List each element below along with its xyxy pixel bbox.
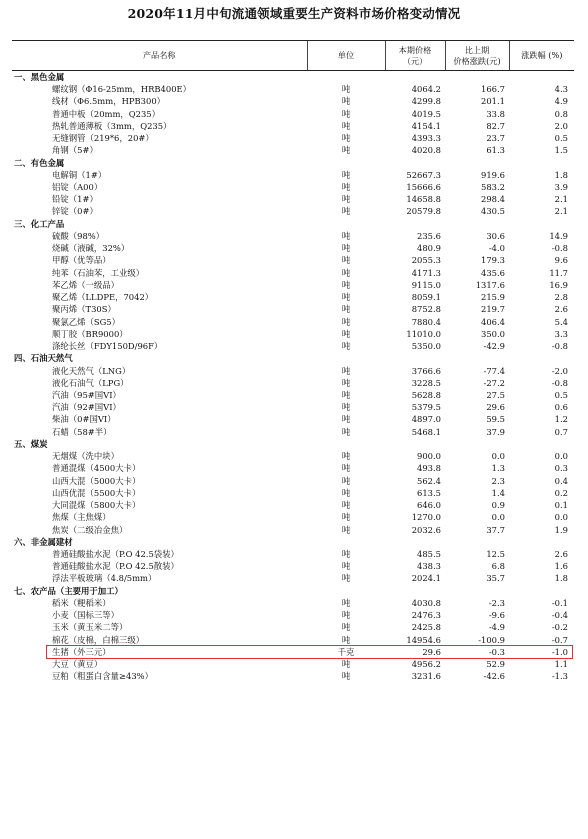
product-name: 浮法平板玻璃（4.8/5mm） xyxy=(52,573,157,584)
product-name: 液化天然气（LNG） xyxy=(52,365,131,376)
category-row xyxy=(12,71,574,84)
pct-cell: 2.6 xyxy=(554,549,568,560)
table-row xyxy=(12,181,574,193)
table-body xyxy=(12,71,574,683)
change-cell: 215.9 xyxy=(481,292,505,303)
product-name: 汽油（92#国VI） xyxy=(52,402,121,413)
change-cell: -9.6 xyxy=(488,610,505,621)
table-row xyxy=(12,340,574,352)
pct-cell: 4.9 xyxy=(554,96,568,107)
header-change xyxy=(445,41,509,71)
product-name: 石蜡（58#半） xyxy=(52,426,112,437)
pct-cell: 2.8 xyxy=(554,292,568,303)
category-row xyxy=(12,156,574,168)
pct-cell: -1.3 xyxy=(551,671,568,682)
category-row xyxy=(12,438,574,450)
pct-cell: 16.9 xyxy=(549,279,568,290)
product-name: 线材（Φ6.5mm，HPB300） xyxy=(52,96,166,107)
product-name: 焦煤（主焦煤） xyxy=(52,512,111,523)
product-name: 普通硅酸盐水泥（P.O 42.5散装） xyxy=(52,561,179,572)
product-name: 普通中板（20mm，Q235） xyxy=(52,108,161,119)
unit-cell: 吨 xyxy=(341,120,351,131)
price-cell: 2055.3 xyxy=(411,255,441,266)
change-cell: 919.6 xyxy=(481,169,505,180)
product-name: 无烟煤（洗中块） xyxy=(52,451,119,462)
change-cell: 37.9 xyxy=(486,426,505,437)
table-row xyxy=(12,548,574,560)
unit-cell: 吨 xyxy=(341,365,351,376)
category-label: 一、黑色金属 xyxy=(14,72,65,82)
pct-cell: 0.7 xyxy=(554,426,568,437)
page-title: 2020年11月中旬流通领域重要生产资料市场价格变动情况 xyxy=(127,6,461,21)
change-cell: 0.9 xyxy=(491,500,505,511)
change-cell: 298.4 xyxy=(481,194,505,205)
product-name: 铅锭（1#） xyxy=(52,194,98,205)
change-cell: 82.7 xyxy=(486,120,505,131)
table-row xyxy=(12,609,574,621)
table-row xyxy=(12,193,574,205)
pct-cell: 1.2 xyxy=(554,414,568,425)
table-row xyxy=(12,413,574,425)
product-name: 烧碱（液碱，32%） xyxy=(52,243,130,254)
change-cell: 435.6 xyxy=(481,267,505,278)
change-cell: 23.7 xyxy=(486,133,505,144)
pct-cell: -1.0 xyxy=(551,646,568,657)
pct-cell: -0.2 xyxy=(551,622,568,633)
price-cell: 4019.5 xyxy=(411,108,441,119)
product-name: 豆粕（粗蛋白含量≥43%） xyxy=(52,671,154,682)
pct-cell: 11.7 xyxy=(549,267,568,278)
category-row xyxy=(12,218,574,230)
product-name: 棉花（皮棉，白棉三级） xyxy=(52,634,145,645)
table-row xyxy=(12,291,574,303)
header-change-line2: 价格涨跌(元) xyxy=(453,55,501,66)
pct-cell: 1.6 xyxy=(554,561,568,572)
table-row xyxy=(12,169,574,181)
product-name: 生猪（外三元） xyxy=(52,646,111,657)
pct-cell: -2.0 xyxy=(551,365,568,376)
unit-cell: 吨 xyxy=(341,279,351,290)
unit-cell: 吨 xyxy=(341,389,351,400)
product-name: 锌锭（0#） xyxy=(52,206,98,217)
unit-cell: 吨 xyxy=(341,597,351,608)
change-cell: -77.4 xyxy=(483,365,505,376)
price-cell: 2024.1 xyxy=(411,573,441,584)
pct-cell: 0.3 xyxy=(554,463,568,474)
product-name: 电解铜（1#） xyxy=(52,169,107,180)
unit-cell: 吨 xyxy=(341,108,351,119)
unit-cell: 吨 xyxy=(341,634,351,645)
unit-cell: 吨 xyxy=(341,659,351,670)
product-name: 甲醇（优等品） xyxy=(52,255,111,266)
table-row xyxy=(12,205,574,217)
change-cell: 35.7 xyxy=(486,573,505,584)
table-row xyxy=(12,560,574,572)
table-row xyxy=(12,144,574,156)
unit-cell: 吨 xyxy=(341,230,351,241)
price-cell: 3231.6 xyxy=(411,671,441,682)
change-cell: -42.6 xyxy=(483,671,505,682)
product-name: 液化石油气（LPG） xyxy=(52,377,129,388)
change-cell: 1.3 xyxy=(491,463,505,474)
change-cell: -100.9 xyxy=(478,634,505,645)
pct-cell: 0.0 xyxy=(554,451,568,462)
change-cell: 30.6 xyxy=(486,230,505,241)
table-row xyxy=(12,462,574,474)
price-cell: 5628.8 xyxy=(411,389,441,400)
change-cell: 29.6 xyxy=(486,402,505,413)
price-cell: 5468.1 xyxy=(411,426,441,437)
price-cell: 14658.8 xyxy=(406,194,441,205)
change-cell: 6.8 xyxy=(491,561,505,572)
product-name: 无缝钢管（219*6，20#） xyxy=(52,133,154,144)
pct-cell: 0.8 xyxy=(554,108,568,119)
change-cell: 1.4 xyxy=(491,487,505,498)
product-name: 汽油（95#国VI） xyxy=(52,389,121,400)
pct-cell: -0.4 xyxy=(551,610,568,621)
table-row xyxy=(12,499,574,511)
pct-cell: 0.5 xyxy=(554,389,568,400)
price-cell: 2032.6 xyxy=(411,524,441,535)
table-row xyxy=(12,658,574,670)
unit-cell: 吨 xyxy=(341,292,351,303)
price-cell: 7880.4 xyxy=(411,316,441,327)
unit-cell: 吨 xyxy=(341,671,351,682)
pct-cell: 2.0 xyxy=(554,120,568,131)
product-name: 聚乙烯（LLDPE，7042） xyxy=(52,292,154,303)
table-row xyxy=(12,377,574,389)
pct-cell: 9.6 xyxy=(554,255,568,266)
unit-cell: 吨 xyxy=(341,573,351,584)
unit-cell: 吨 xyxy=(341,255,351,266)
table-row xyxy=(12,523,574,535)
product-name: 大同混煤（5800大卡） xyxy=(52,500,141,511)
price-cell: 15666.6 xyxy=(406,181,441,192)
price-cell: 480.9 xyxy=(417,243,441,254)
table-row xyxy=(12,95,574,107)
product-name: 普通硅酸盐水泥（P.O 42.5袋装） xyxy=(52,549,179,560)
price-cell: 4956.2 xyxy=(411,659,441,670)
change-cell: 0.0 xyxy=(491,512,505,523)
pct-cell: 2.1 xyxy=(554,206,568,217)
price-cell: 4393.3 xyxy=(411,133,441,144)
change-cell: -0.3 xyxy=(488,646,505,657)
pct-cell: -0.1 xyxy=(551,597,568,608)
price-cell: 8752.8 xyxy=(411,304,441,315)
header-price xyxy=(385,41,445,71)
change-cell: 33.8 xyxy=(486,108,505,119)
pct-cell: -0.8 xyxy=(551,377,568,388)
product-name: 大豆（黄豆） xyxy=(52,659,103,670)
price-table xyxy=(12,40,574,682)
table-row xyxy=(12,315,574,327)
table-row xyxy=(12,242,574,254)
price-cell: 4897.0 xyxy=(411,414,441,425)
change-cell: -27.2 xyxy=(483,377,505,388)
change-cell: 1317.6 xyxy=(475,279,505,290)
change-cell: 219.7 xyxy=(481,304,505,315)
pct-cell: 1.1 xyxy=(554,659,568,670)
category-label: 六、非金属建材 xyxy=(14,536,73,547)
price-cell: 485.5 xyxy=(417,549,441,560)
price-cell: 3766.6 xyxy=(411,365,441,376)
product-name: 柴油（0#国VI） xyxy=(52,414,116,425)
table-row xyxy=(12,475,574,487)
price-cell: 235.6 xyxy=(417,230,441,241)
table-row xyxy=(12,401,574,413)
unit-cell: 吨 xyxy=(341,145,351,156)
category-label: 二、有色金属 xyxy=(14,157,65,168)
unit-cell: 吨 xyxy=(341,181,351,192)
product-name: 螺纹钢（Φ16-25mm，HRB400E） xyxy=(52,84,192,95)
unit-cell: 千克 xyxy=(337,646,355,657)
change-cell: 2.3 xyxy=(491,475,505,486)
price-table-container xyxy=(12,40,574,682)
change-cell: 12.5 xyxy=(486,549,505,560)
change-cell: -4.9 xyxy=(488,622,505,633)
unit-cell: 吨 xyxy=(341,304,351,315)
table-row xyxy=(12,634,574,646)
table-row xyxy=(12,230,574,242)
table-row xyxy=(12,83,574,95)
product-name: 小麦（国标三等） xyxy=(52,610,119,621)
category-label: 三、化工产品 xyxy=(14,218,65,229)
change-cell: 583.2 xyxy=(481,181,505,192)
pct-cell: -0.7 xyxy=(551,634,568,645)
header-change-line1: 比上期 xyxy=(464,44,490,55)
pct-cell: -0.8 xyxy=(551,341,568,352)
change-cell: 37.7 xyxy=(486,524,505,535)
pct-cell: 14.9 xyxy=(549,230,568,241)
category-label: 五、煤炭 xyxy=(14,438,48,449)
change-cell: 52.9 xyxy=(486,659,505,670)
unit-cell: 吨 xyxy=(341,96,351,107)
unit-cell: 吨 xyxy=(341,267,351,278)
pct-cell: 3.9 xyxy=(554,181,568,192)
product-name: 山西大混（5000大卡） xyxy=(52,475,141,486)
header-price-line2: （元） xyxy=(402,55,428,66)
product-name: 硫酸（98%） xyxy=(52,230,105,241)
pct-cell: 5.4 xyxy=(554,316,568,327)
unit-cell: 吨 xyxy=(341,475,351,486)
product-name: 苯乙烯（一级品） xyxy=(52,279,119,290)
product-name: 聚丙烯（T30S） xyxy=(52,304,116,315)
price-cell: 438.3 xyxy=(417,561,441,572)
change-cell: 179.3 xyxy=(481,255,505,266)
table-header xyxy=(12,41,574,71)
table-row xyxy=(12,120,574,132)
change-cell: -4.0 xyxy=(488,243,505,254)
pct-cell: -0.8 xyxy=(551,243,568,254)
price-cell: 20579.8 xyxy=(406,206,441,217)
pct-cell: 4.3 xyxy=(554,84,568,95)
unit-cell: 吨 xyxy=(341,194,351,205)
unit-cell: 吨 xyxy=(341,169,351,180)
price-cell: 2476.3 xyxy=(411,610,441,621)
header-name: 产品名称 xyxy=(12,41,307,71)
price-cell: 5379.5 xyxy=(411,402,441,413)
unit-cell: 吨 xyxy=(341,341,351,352)
unit-cell: 吨 xyxy=(341,487,351,498)
pct-cell: 0.0 xyxy=(554,512,568,523)
price-cell: 900.0 xyxy=(417,451,441,462)
table-row xyxy=(12,597,574,609)
unit-cell: 吨 xyxy=(341,414,351,425)
price-cell: 613.5 xyxy=(417,487,441,498)
product-name: 焦炭（二级冶金焦） xyxy=(52,524,128,535)
product-name: 聚氯乙烯（SG5） xyxy=(52,316,121,327)
price-cell: 4299.8 xyxy=(411,96,441,107)
change-cell: 201.1 xyxy=(481,96,505,107)
table-row xyxy=(12,670,574,682)
price-cell: 4064.2 xyxy=(411,84,441,95)
unit-cell: 吨 xyxy=(341,328,351,339)
category-row xyxy=(12,352,574,364)
price-cell: 493.8 xyxy=(417,463,441,474)
price-cell: 1270.0 xyxy=(411,512,441,523)
category-row xyxy=(12,585,574,597)
table-row xyxy=(12,364,574,376)
change-cell: 166.7 xyxy=(481,84,505,95)
unit-cell: 吨 xyxy=(341,463,351,474)
price-cell: 4030.8 xyxy=(411,597,441,608)
table-row xyxy=(12,328,574,340)
price-cell: 4020.8 xyxy=(411,145,441,156)
unit-cell: 吨 xyxy=(341,561,351,572)
unit-cell: 吨 xyxy=(341,549,351,560)
header-pct: 涨跌幅 (%) xyxy=(509,41,574,71)
product-name: 涤纶长丝（FDY150D/96F） xyxy=(52,341,163,352)
product-name: 铝锭（A00） xyxy=(52,181,103,192)
unit-cell: 吨 xyxy=(341,451,351,462)
price-cell: 2425.8 xyxy=(411,622,441,633)
unit-cell: 吨 xyxy=(341,622,351,633)
table-row xyxy=(12,450,574,462)
table-row xyxy=(12,267,574,279)
pct-cell: 1.8 xyxy=(554,169,568,180)
pct-cell: 1.5 xyxy=(554,145,568,156)
pct-cell: 3.3 xyxy=(554,328,568,339)
category-label: 四、石油天然气 xyxy=(14,353,73,364)
price-cell: 29.6 xyxy=(422,646,441,657)
pct-cell: 2.1 xyxy=(554,194,568,205)
unit-cell: 吨 xyxy=(341,500,351,511)
unit-cell: 吨 xyxy=(341,377,351,388)
header-price-line1: 本期价格 xyxy=(398,44,432,55)
category-label: 七、农产品（主要用于加工） xyxy=(14,585,123,596)
product-name: 角钢（5#） xyxy=(52,145,98,156)
product-name: 普通混煤（4500大卡） xyxy=(52,463,141,474)
price-cell: 5350.0 xyxy=(411,341,441,352)
table-row-highlighted xyxy=(12,646,574,658)
unit-cell: 吨 xyxy=(341,243,351,254)
table-row xyxy=(12,254,574,266)
price-cell: 9115.0 xyxy=(411,279,441,290)
change-cell: 406.4 xyxy=(481,316,505,327)
table-row xyxy=(12,132,574,144)
table-row xyxy=(12,107,574,119)
price-cell: 14954.6 xyxy=(406,634,441,645)
change-cell: 27.5 xyxy=(486,389,505,400)
change-cell: 61.3 xyxy=(486,145,505,156)
product-name: 纯苯（石油苯，工业级） xyxy=(52,267,145,278)
pct-cell: 2.6 xyxy=(554,304,568,315)
change-cell: 430.5 xyxy=(481,206,505,217)
pct-cell: 0.2 xyxy=(554,487,568,498)
table-row xyxy=(12,426,574,438)
price-cell: 3228.5 xyxy=(411,377,441,388)
price-cell: 646.0 xyxy=(417,500,441,511)
product-name: 热轧普通薄板（3mm，Q235） xyxy=(52,120,172,131)
change-cell: 0.0 xyxy=(491,451,505,462)
unit-cell: 吨 xyxy=(341,402,351,413)
table-row xyxy=(12,279,574,291)
unit-cell: 吨 xyxy=(341,133,351,144)
product-name: 顺丁胶（BR9000） xyxy=(52,328,128,339)
change-cell: -2.3 xyxy=(488,597,505,608)
change-cell: 350.0 xyxy=(481,328,505,339)
unit-cell: 吨 xyxy=(341,512,351,523)
table-row xyxy=(12,511,574,523)
unit-cell: 吨 xyxy=(341,316,351,327)
product-name: 玉米（黄玉米二等） xyxy=(52,622,128,633)
price-cell: 52667.3 xyxy=(406,169,441,180)
price-cell: 4171.3 xyxy=(411,267,441,278)
table-row xyxy=(12,389,574,401)
unit-cell: 吨 xyxy=(341,206,351,217)
unit-cell: 吨 xyxy=(341,84,351,95)
price-cell: 562.4 xyxy=(417,475,441,486)
price-cell: 4154.1 xyxy=(411,120,441,131)
unit-cell: 吨 xyxy=(341,426,351,437)
table-row xyxy=(12,487,574,499)
product-name: 稻米（粳稻米） xyxy=(52,597,111,608)
table-row xyxy=(12,621,574,633)
table-row xyxy=(12,303,574,315)
price-cell: 11010.0 xyxy=(406,328,441,339)
pct-cell: 0.1 xyxy=(554,500,568,511)
price-cell: 8059.1 xyxy=(411,292,441,303)
table-row xyxy=(12,572,574,584)
category-row xyxy=(12,536,574,548)
pct-cell: 1.8 xyxy=(554,573,568,584)
pct-cell: 0.5 xyxy=(554,133,568,144)
product-name: 山西优混（5500大卡） xyxy=(52,487,141,498)
change-cell: -42.9 xyxy=(483,341,505,352)
pct-cell: 1.9 xyxy=(554,524,568,535)
change-cell: 59.5 xyxy=(486,414,505,425)
pct-cell: 0.4 xyxy=(554,475,568,486)
unit-cell: 吨 xyxy=(341,524,351,535)
unit-cell: 吨 xyxy=(341,610,351,621)
header-unit: 单位 xyxy=(307,41,385,71)
pct-cell: 0.6 xyxy=(554,402,568,413)
